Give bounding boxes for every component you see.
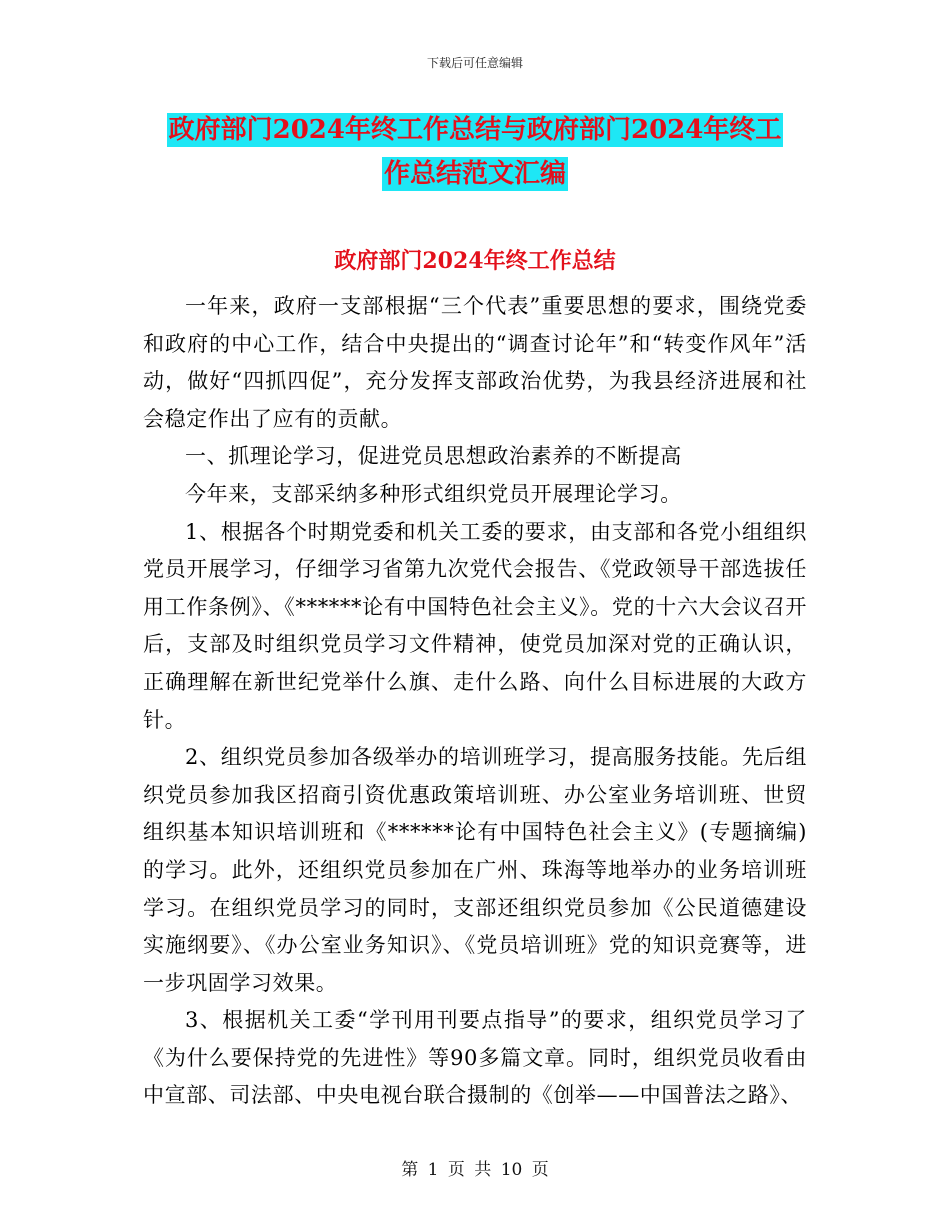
document-title-line-2: [0, 152, 950, 196]
section-heading-1: 一、抓理论学习，促进党员思想政治素养的不断提高: [185, 444, 682, 469]
paragraph-item-1: 1、根据各个时期党委和机关工委的要求，由支部和各党小组组织党员开展学习，仔细学习省第九次党代会报告、《党政领导干部选拔任用工作条例》、《******论有中国特色社会主义》。党的十六大会议召开后，支部及时组织党员学习文件精神，使党员加深对党的正确认识，正确理解在新世纪党举什么旗、走什么路、向什么目标进展的大政方针。: [143, 519, 807, 732]
title-highlight-1: 政府部门2024年终工作总结与政府部门2024年终工: [168, 115, 782, 145]
document-title-line-1: [0, 108, 950, 152]
section-title: 政府部门2024年终工作总结: [334, 248, 616, 274]
paragraph-intro: 一年来，政府一支部根据“三个代表”重要思想的要求，围绕党委和政府的中心工作，结合中央提出的“调查讨论年”和“转变作风年”活动，做好“四抓四促”，充分发挥支部政治优势，为我县经济进展和社会稳定作出了应有的贡献。: [143, 294, 807, 431]
paragraph-item-3: 3、根据机关工委“学刊用刊要点指导”的要求，组织党员学习了《为什么要保持党的先进性》等90多篇文章。同时，组织党员收看由中宣部、司法部、中央电视台联合摄制的《创举——中国普法之路》、: [143, 1008, 807, 1108]
paragraph-item-2: 2、组织党员参加各级举办的培训班学习，提高服务技能。先后组织党员参加我区招商引资优惠政策培训班、办公室业务培训班、世贸组织基本知识培训班和《******论有中国特色社会主义》(专题摘编)的学习。此外，还组织党员参加在广州、珠海等地举办的业务培训班学习。在组织党员学习的同时，支部还组织党员参加《公民道德建设实施纲要》、《办公室业务知识》、《党员培训班》党的知识竞赛等，进一步巩固学习效果。: [143, 745, 807, 995]
title-highlight-2: 作总结范文汇编: [383, 159, 566, 189]
page-footer: 第 1 页 共 10 页: [401, 1160, 549, 1180]
paragraph-summary: 今年来，支部采纳多种形式组织党员开展理论学习。: [185, 481, 682, 506]
header-note: 下载后可任意编辑: [426, 56, 523, 70]
document-body: [143, 288, 807, 1115]
